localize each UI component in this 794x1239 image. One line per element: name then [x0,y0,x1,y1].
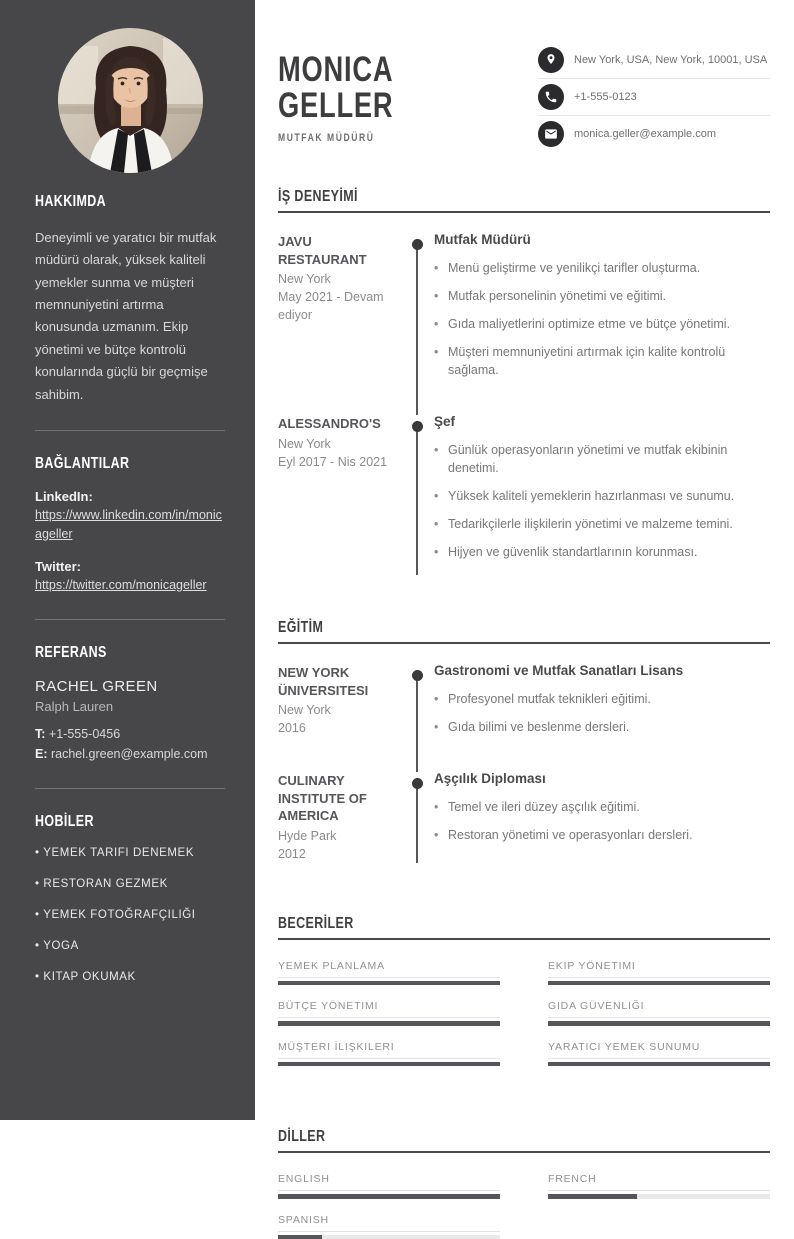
timeline-line [416,421,418,575]
reference-email-row [35,744,225,764]
divider [35,619,225,620]
timeline-dot [412,778,423,789]
contact-row-location [538,42,770,79]
divider [35,788,225,789]
hobby-item: • YEMEK TARIFI DENEMEK [35,847,225,859]
language-bar-fill [548,1194,637,1199]
language-bar-fill [278,1194,500,1199]
header [278,40,770,152]
contact-row-phone [538,79,770,116]
timeline-dot [412,421,423,432]
reference-phone-row [35,724,225,744]
contact-block [538,40,770,152]
experience-bullet: • Günlük operasyonların yönetimi ve mutfak ekibinin denetimi. [434,441,770,477]
hobbies-section [35,813,225,983]
experience-title: İŞ DENEYİMİ [278,188,358,205]
skill-item [278,960,500,986]
company-location: New York [278,436,331,451]
skill-bar [548,1021,770,1026]
skill-label: GIDA GÜVENLIĞI [548,1000,770,1018]
entry-dates: 2016 [278,721,306,736]
entry-dates: May 2021 - Devam ediyor [278,290,384,323]
language-item [278,1173,500,1199]
timeline-line [416,239,418,415]
skill-item [548,1041,770,1067]
role-title: Şef [434,414,456,430]
hobbies-title: HOBİLER [35,813,94,830]
last-name: GELLER [278,85,394,125]
skill-bar [278,1062,500,1067]
entry-body [418,233,770,415]
reference-company: Ralph Lauren [35,699,114,714]
skill-label: EKIP YÖNETIMI [548,960,770,978]
email-icon [538,121,564,147]
experience-bullet: • Menü geliştirme ve yenilikçi tarifler oluşturma. [434,259,770,277]
about-section [35,193,225,406]
experience-entry [278,415,770,575]
link-item-twitter [35,559,225,595]
entry-body [418,415,770,575]
language-bar-fill [278,1235,322,1239]
contact-row-email [538,116,770,152]
first-name: MONICA [278,50,394,89]
experience-bullet: • Yüksek kaliteli yemeklerin hazırlanması ve sunumu. [434,487,770,505]
experience-bullet: • Gıda maliyetlerini optimize etme ve bütçe yönetimi. [434,315,770,333]
education-title: EĞİTİM [278,619,324,637]
school-name: CULINARY INSTITUTE OF AMERICA [278,773,367,824]
reference-section [35,644,225,764]
main-content [255,0,794,1226]
language-label: SPANISH [278,1214,500,1232]
languages-title: DİLLER [278,1128,326,1146]
experience-bullet: • Mutfak personelinin yönetimi ve eğitimi. [434,287,770,305]
skill-label: YEMEK PLANLAMA [278,960,500,978]
entry-dates: Eyl 2017 - Nis 2021 [278,454,388,469]
contact-location: New York, USA, New York, 10001, USA [574,54,768,66]
linkedin-link[interactable]: https://www.linkedin.com/in/monicageller [35,507,222,542]
languages-grid [278,1173,770,1239]
page-job-title: MUTFAK MÜDÜRÜ [278,132,375,145]
entry-body [418,772,770,863]
twitter-link[interactable]: https://twitter.com/monicageller [35,577,207,592]
degree-title: Gastronomi ve Mutfak Sanatları Lisans [434,663,684,679]
education-bullet: • Restoran yönetimi ve operasyonları dersleri. [434,826,770,844]
skill-item [548,960,770,986]
company-name: ALESSANDRO'S [278,416,381,432]
skill-bar-fill [548,1062,770,1067]
hobby-item: • YEMEK FOTOĞRAFÇILIĞI [35,909,225,921]
education-entry [278,664,770,772]
link-label: Twitter: [35,558,81,574]
role-title: Mutfak Müdürü [434,232,531,247]
experience-bullet: • Hijyen ve güvenlik standartlarının korunması. [434,543,770,561]
hobby-item: • RESTORAN GEZMEK [35,878,225,890]
education-section [278,619,770,863]
skill-bar [278,1021,500,1026]
entry-body [418,664,770,772]
contact-phone: +1-555-0123 [574,91,637,103]
timeline-line [416,778,418,863]
education-bullet: • Profesyonel mutfak teknikleri eğitimi. [434,690,770,708]
entry-left [278,415,406,575]
skill-bar-fill [278,1062,500,1067]
language-label: FRENCH [548,1173,770,1191]
hobby-item: • YOGA [35,940,225,952]
skill-item [278,1000,500,1026]
skill-bar [278,981,500,986]
skills-title: BECERİLER [278,914,354,932]
phone-label: T: [35,727,46,741]
skill-label: MÜŞTERI İLIŞKILERI [278,1041,500,1059]
skill-bar [548,1062,770,1067]
portrait-illustration [58,28,203,173]
education-bullet: • Temel ve ileri düzey aşçılık eğitimi. [434,798,770,816]
contact-email: monica.geller@example.com [574,128,717,140]
language-bar [278,1235,500,1239]
skill-item [278,1041,500,1067]
about-text: Deneyimli ve yaratıcı bir mutfak müdürü olarak, yüksek kaliteli yemekler sunma ve müşteri memnuniyetini artırma konusunda uzmanım. Ekip yönetimi ve bütçe kontrolü konularında güçlü bir geçmişe sahibim. [35,230,217,402]
entry-left [278,664,406,772]
entry-left [278,772,406,863]
sidebar [0,0,255,1120]
entry-dates: 2012 [278,846,306,861]
skill-bar-fill [278,1021,500,1026]
link-label: LinkedIn: [35,488,93,504]
location-icon [538,47,564,73]
education-entry [278,772,770,863]
skills-grid [278,960,770,1067]
experience-entry [278,233,770,415]
links-section [35,455,225,595]
link-item-linkedin [35,489,225,545]
divider [35,430,225,431]
education-bullet: • Gıda bilimi ve beslenme dersleri. [434,718,770,736]
language-bar [548,1194,770,1199]
language-item [278,1214,500,1239]
skill-item [548,1000,770,1026]
skill-bar-fill [278,981,500,986]
hobby-item: • KITAP OKUMAK [35,971,225,983]
languages-section [278,1128,770,1239]
language-bar [278,1194,500,1199]
reference-name: RACHEL GREEN [35,678,158,695]
school-location: New York [278,703,331,718]
reference-email: rachel.green@example.com [50,747,208,761]
skill-label: BÜTÇE YÖNETIMI [278,1000,500,1018]
experience-bullet: • Müşteri memnuniyetini artırmak için kalite kontrolü sağlama. [434,343,770,379]
skill-bar [548,981,770,986]
company-name: JAVU RESTAURANT [278,234,367,267]
skill-label: YARATICI YEMEK SUNUMU [548,1041,770,1059]
company-location: New York [278,272,331,287]
timeline-dot [412,239,423,250]
timeline-dot [412,670,423,681]
email-label: E: [35,747,48,761]
language-item [548,1173,770,1199]
reference-title: REFERANS [35,644,107,661]
language-label: ENGLISH [278,1173,500,1191]
phone-icon [538,84,564,110]
profile-photo [58,28,203,173]
degree-title: Aşçılık Diploması [434,771,546,786]
experience-bullet: • Tedarikçilerle ilişkilerin yönetimi ve malzeme temini. [434,515,770,533]
entry-left [278,233,406,415]
experience-section [278,188,770,575]
skills-section [278,915,770,1067]
skill-bar-fill [548,1021,770,1026]
about-title: HAKKIMDA [35,193,107,210]
timeline-line [416,670,418,772]
name-block [278,40,426,152]
school-name: NEW YORK ÜNIVERSITESI [278,665,369,698]
skill-bar-fill [548,981,770,986]
reference-phone: +1-555-0456 [48,727,121,741]
links-title: BAĞLANTILAR [35,454,130,472]
school-location: Hyde Park [278,828,337,843]
